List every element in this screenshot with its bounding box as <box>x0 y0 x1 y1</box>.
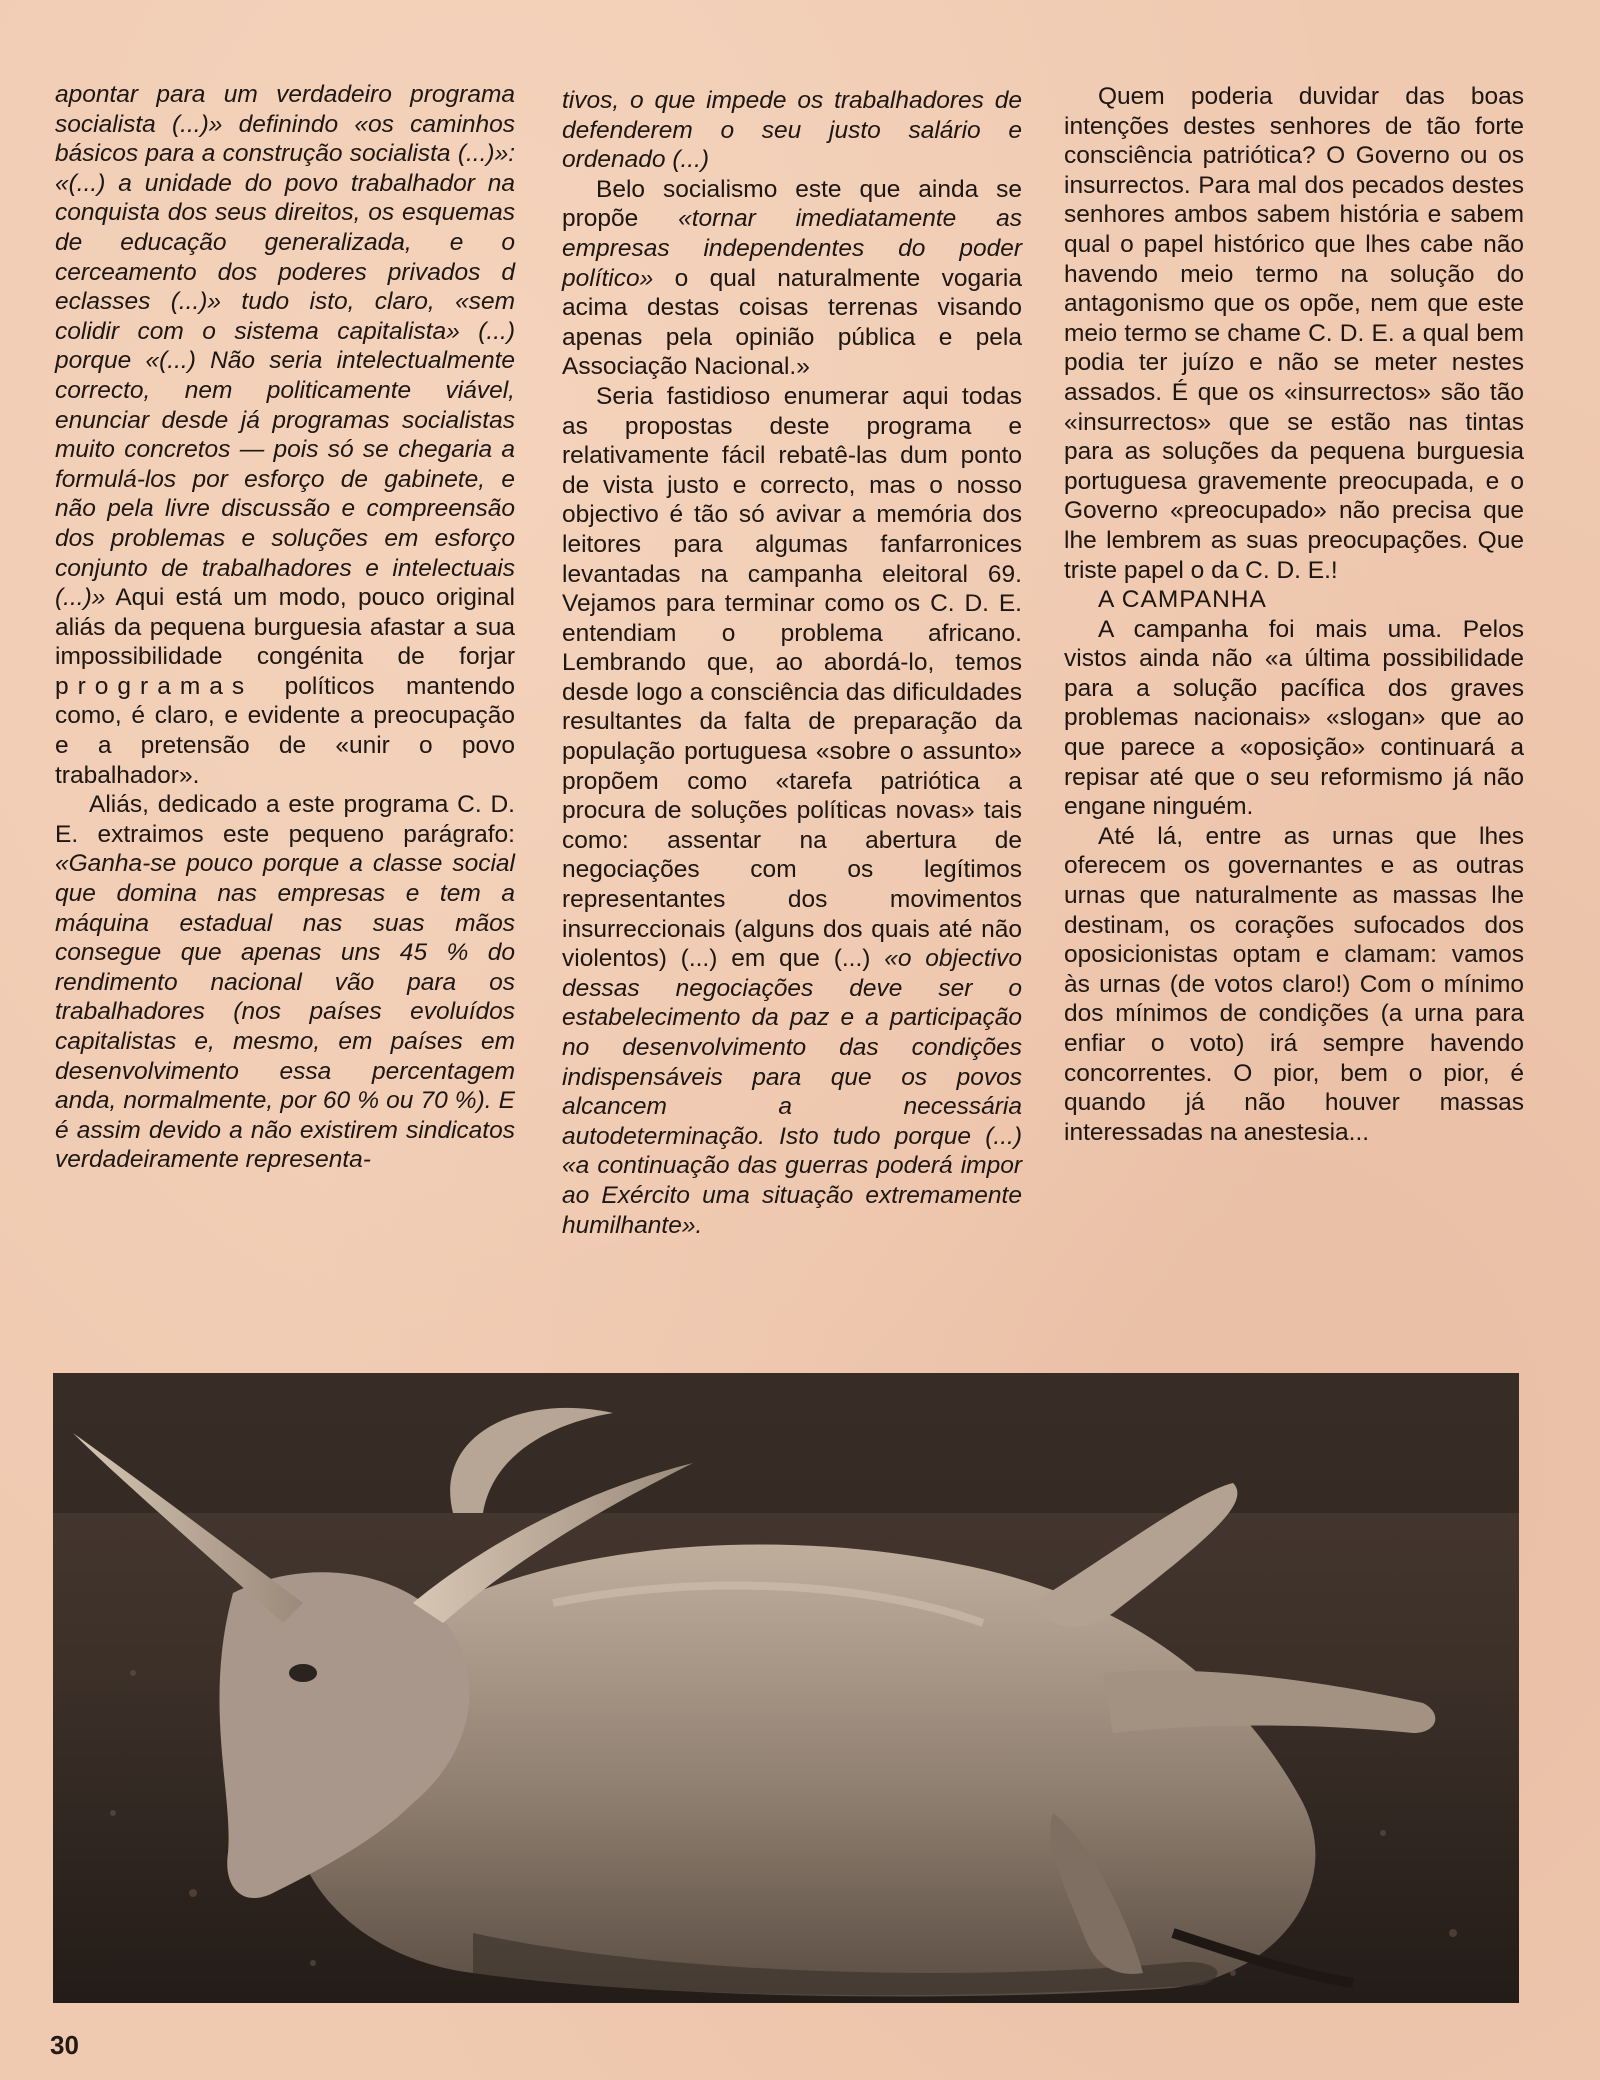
paragraph <box>55 790 515 1175</box>
paragraph: Até lá, entre as urnas que lhes oferecem os governantes e as outras urnas que naturalmente as massas lhe destinam, os corações sufocados dos oposicionistas optam e clamam: vamos às urnas (de votos claro!) Com o mínimo dos mínimos de condições (a urna para enfiar o voto) irá sempre havendo concorrentes. O pior, bem o pior, é quando já não houver massas interessadas na anestesia... <box>1064 822 1524 1146</box>
paragraph <box>562 175 1022 382</box>
dead-ox-photo <box>53 1373 1519 2003</box>
text-run: programas <box>55 672 254 700</box>
page-number: 30 <box>50 2030 79 2060</box>
ox-illustration <box>53 1373 1519 2003</box>
text-run: o qual naturalmente vogaria acima destas coisas terrenas visando apenas pela opinião pública e pela Associação Nacional.» <box>562 264 1022 381</box>
text-column-2 <box>562 86 1022 1240</box>
paragraph: A campanha foi mais uma. Pelos vistos ainda não «a última possibilidade para a solução pacífica dos graves problemas nacionais» «slogan» que ao que parece a «oposição» continuará a repisar até que o seu reformismo já não engane ninguém. <box>1064 615 1524 821</box>
paragraph <box>55 80 515 790</box>
text-run: apontar para um verdadeiro programa socialista (...)» definindo «os caminhos básicos para a construção socialista (...)»: «(...) a unidade do povo trabalhador na conquista dos seus direitos, os esquemas de educação generalizada, e o cerceamento dos poderes privados d eclasses (...)» tudo isto, claro, «sem colidir com o sistema capitalista» (...) porque «(...) Não seria intelectualmente correcto, nem politicamente viável, enunciar desde já programas socialistas muito concretos — pois só se chegaria a formulá-los por esforço de gabinete, e não pela livre discussão e compreensão dos problemas e soluções em esforço conjunto de trabalhadores e intelectuais (...)» <box>55 81 515 612</box>
text-run: «o objectivo dessas negociações deve ser o estabelecimento da paz e a participação no desenvolvimento das condições indispensáveis para que os povos alcancem a necessária autodeterminação. Isto tudo porque (...) «a continuação das guerras poderá impor ao Exército uma situação extremamente humilhante». <box>562 945 1022 1239</box>
paragraph <box>562 382 1022 1240</box>
text-run: políticos mantendo como, é claro, e evidente a preocupação e a pretensão de «unir o povo trabalhador». <box>55 672 515 789</box>
text-run: tivos, o que impede os trabalhadores de defenderem o seu justo salário e ordenado (...) <box>562 87 1022 174</box>
text-column-1 <box>55 80 515 1175</box>
text-run: Aqui está um modo, pouco original aliás da pequena burguesia afastar a sua impossibilidade congénita de forjar <box>55 584 515 671</box>
text-run: Seria fastidioso enumerar aqui todas as propostas deste programa e relativamente fácil rebatê-las dum ponto de vista justo e correcto, mas o nosso objectivo é tão só avivar a memória dos leitores para algumas fanfarronices levantadas na campanha eleitoral 69. Vejamos para terminar como os C. D. E. entendiam o problema africano. Lembrando que, ao abordá-lo, temos desde logo a consciência das dificuldades resultantes da falta de preparação da população portuguesa «sobre o assunto» propõem como «tarefa patriótica a procura de soluções políticas novas» tais como: assentar na abertura de negociações com os legítimos representantes dos movimentos insurreccionais (alguns dos quais até não violentos) (...) em que (...) <box>562 382 1022 973</box>
section-heading: A CAMPANHA <box>1098 586 1267 614</box>
text-run: Belo socialismo este que ainda se propõe <box>562 175 1022 233</box>
paragraph: Quem poderia duvidar das boas intenções destes senhores de tão forte consciência patriótica? O Governo ou os insurrectos. Para mal dos pecados destes senhores ambos sabem história e sabem qual o papel histórico que lhes cabe não havendo meio termo na solução do antagonismo que os opõe, nem que este meio termo se chame C. D. E. a qual bem podia ter juízo e não se meter nestes assados. É que os «insurrectos» são tão «insurrectos» que se estão nas tintas para as soluções da pequena burguesia portuguesa gravemente preocupada, e o Governo «preocupado» não precisa que lhe lembrem as suas preocupações. Que triste papel o da C. D. E.! <box>1064 83 1524 584</box>
text-run: «Ganha-se pouco porque a classe social que domina nas empresas e tem a máquina estadual nas suas mãos consegue que apenas uns 45 % do rendimento nacional vão para os trabalhadores (nos países evoluídos capitalistas e, mesmo, em países em desenvolvimento essa percentagem anda, normalmente, por 60 % ou 70 %). E é assim devido a não existirem sindicatos verdadeiramente representa- <box>55 850 515 1174</box>
text-column-3 <box>1064 82 1524 1147</box>
text-run: «tornar imediatamente as empresas independentes do poder político» <box>562 205 1022 292</box>
paragraph <box>562 86 1022 175</box>
text-run: Aliás, dedicado a este programa C. D. E. extraimos este pequeno parágrafo: <box>55 791 515 848</box>
